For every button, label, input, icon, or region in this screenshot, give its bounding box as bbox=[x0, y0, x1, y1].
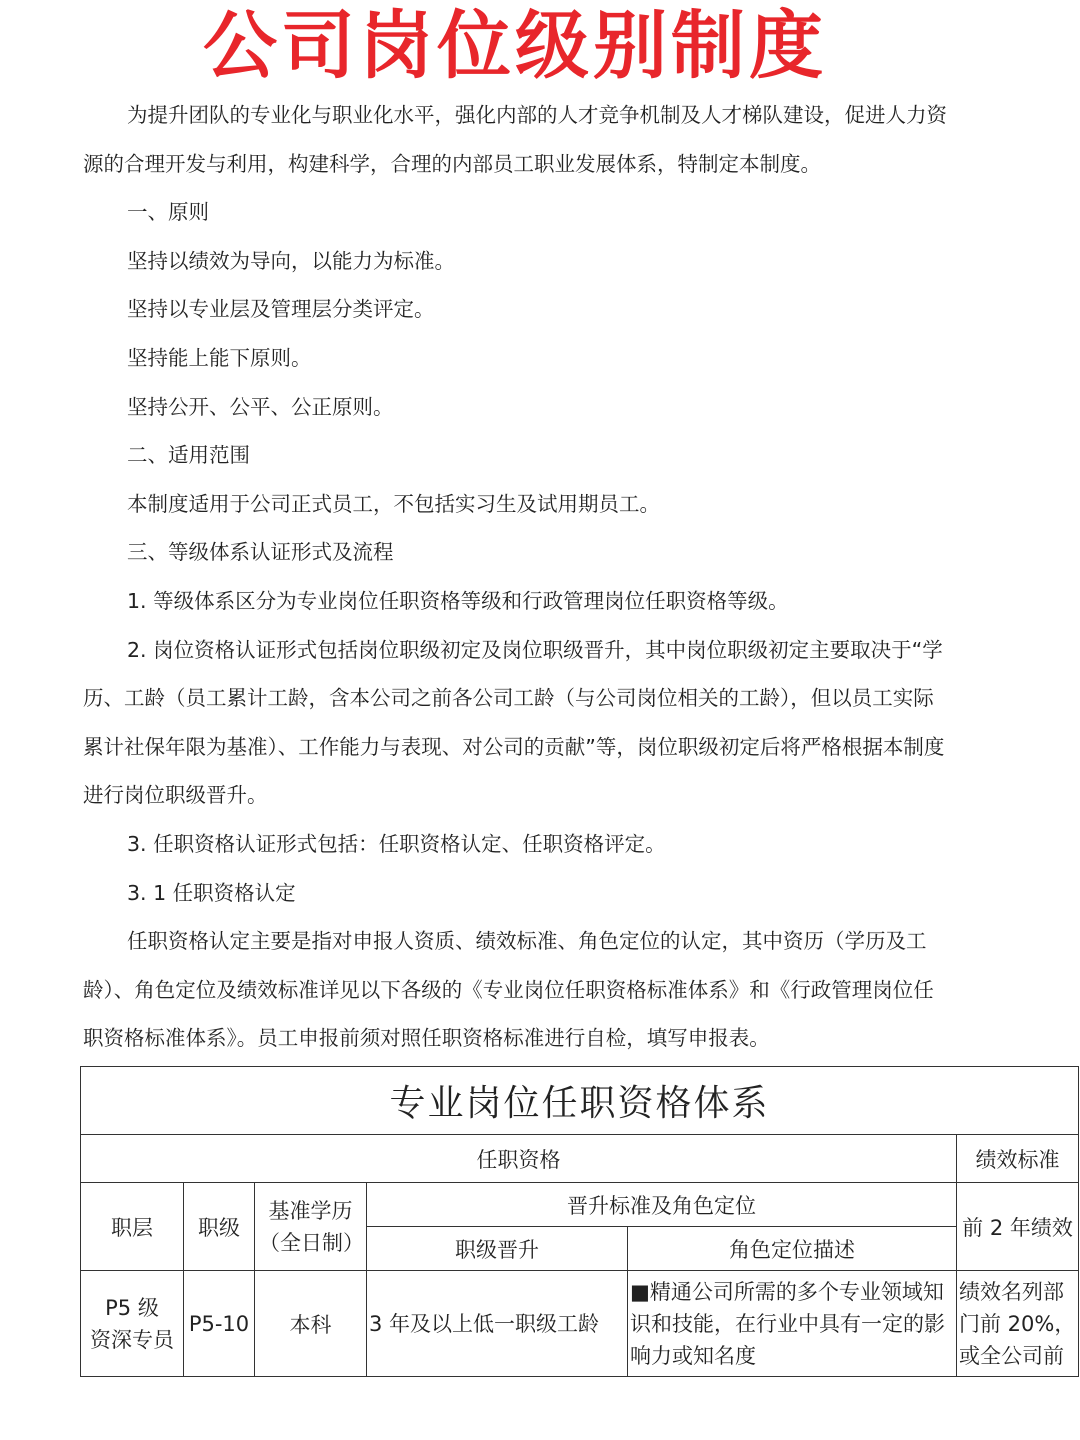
cell-layer-line2: 资深专员 bbox=[90, 1327, 174, 1352]
header-performance: 绩效标准 bbox=[957, 1135, 1079, 1183]
document-body bbox=[83, 91, 953, 1063]
cell-promotion: 3 年及以上低一职级工龄 bbox=[367, 1271, 628, 1377]
document-title: 公司岗位级别制度 bbox=[203, 3, 827, 89]
header-qualification: 任职资格 bbox=[81, 1135, 957, 1183]
principle-item: 坚持以绩效为导向，以能力为标准。 bbox=[127, 248, 455, 273]
cell-grade: P5-10 bbox=[184, 1271, 255, 1377]
cell-education: 本科 bbox=[255, 1271, 367, 1377]
header-education-line1: 基准学历 bbox=[268, 1198, 353, 1223]
header-grade: 职级 bbox=[184, 1183, 255, 1271]
header-education bbox=[255, 1183, 367, 1271]
scope-paragraph: 本制度适用于公司正式员工，不包括实习生及试用期员工。 bbox=[127, 491, 660, 516]
cell-performance: 绩效名列部门前 20%，或全公司前 bbox=[957, 1271, 1079, 1377]
principle-item: 坚持以专业层及管理层分类评定。 bbox=[127, 297, 435, 322]
header-education-line2: （全日制） bbox=[259, 1230, 364, 1255]
cell-role: ■精通公司所需的多个专业领域知识和技能，在行业中具有一定的影响力或知名度 bbox=[628, 1271, 957, 1377]
cell-layer bbox=[81, 1271, 184, 1377]
table-title: 专业岗位任职资格体系 bbox=[81, 1067, 1079, 1135]
header-promotion-group: 晋升标准及角色定位 bbox=[367, 1183, 957, 1227]
process-item: 1. 等级体系区分为专业岗位任职资格等级和行政管理岗位任职资格等级。 bbox=[127, 588, 789, 613]
subsection-heading: 3. 1 任职资格认定 bbox=[127, 880, 296, 905]
section-heading-scope: 二、适用范围 bbox=[127, 443, 250, 468]
process-item: 2. 岗位资格认证形式包括岗位职级初定及岗位职级晋升，其中岗位职级初定主要取决于“学历、工龄（员工累计工龄，含本公司之前各公司工龄（与公司岗位相关的工龄），但以员工实际累计社保年限为基准）、工作能力与表现、对公司的贡献”等，岗位职级初定后将严格根据本制度进行岗位职级晋升。 bbox=[83, 637, 945, 808]
subsection-paragraph: 任职资格认定主要是指对申报人资质、绩效标准、角色定位的认定，其中资历（学历及工龄）、角色定位及绩效标准详见以下各级的《专业岗位任职资格标准体系》和《行政管理岗位任职资格标准体系》。员工申报前须对照任职资格标准进行自检，填写申报表。 bbox=[83, 929, 934, 1051]
intro-paragraph: 为提升团队的专业化与职业化水平，强化内部的人才竞争机制及人才梯队建设，促进人力资源的合理开发与利用，构建科学，合理的内部员工职业发展体系，特制定本制度。 bbox=[83, 103, 947, 176]
principle-item: 坚持能上能下原则。 bbox=[127, 345, 312, 370]
header-role: 角色定位描述 bbox=[628, 1227, 957, 1271]
header-prev-performance: 前 2 年绩效 bbox=[957, 1183, 1079, 1271]
header-promotion: 职级晋升 bbox=[367, 1227, 628, 1271]
principle-item: 坚持公开、公平、公正原则。 bbox=[127, 394, 394, 419]
table-row bbox=[81, 1271, 1079, 1377]
header-layer: 职层 bbox=[81, 1183, 184, 1271]
cell-layer-line1: P5 级 bbox=[105, 1295, 159, 1320]
section-heading-principles: 一、原则 bbox=[127, 200, 209, 225]
process-item: 3. 任职资格认证形式包括：任职资格认定、任职资格评定。 bbox=[127, 831, 666, 856]
qualification-table bbox=[80, 1066, 1078, 1377]
section-heading-process: 三、等级体系认证形式及流程 bbox=[127, 540, 394, 565]
